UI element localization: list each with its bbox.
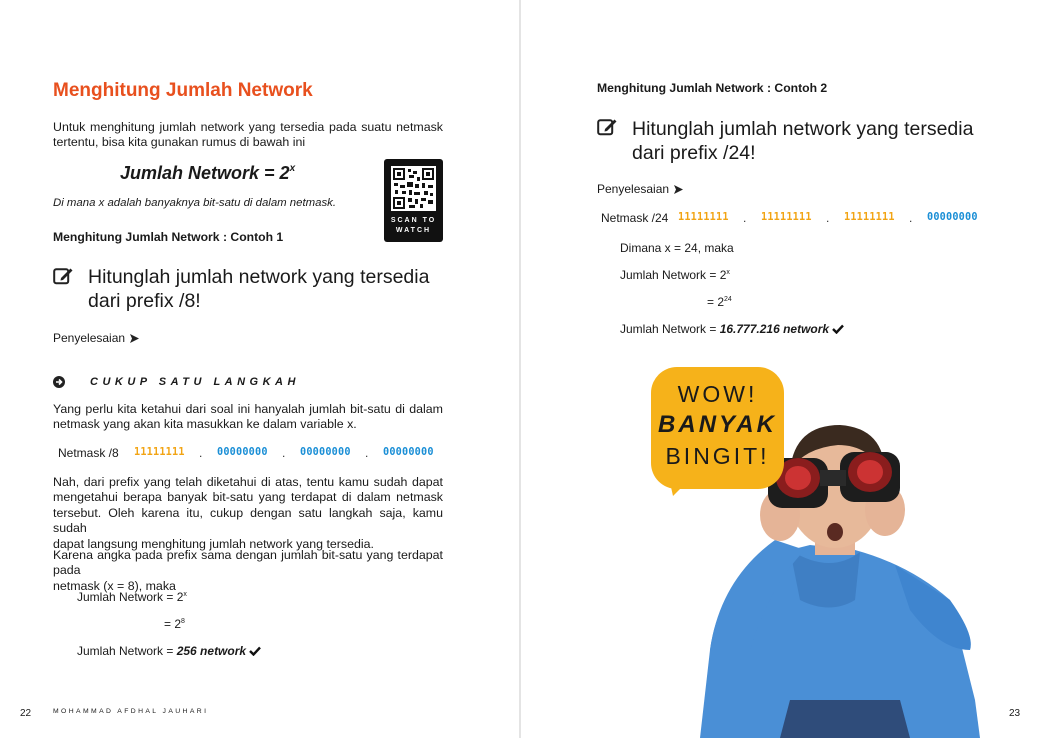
octet-4: 00000000 xyxy=(383,447,434,458)
question xyxy=(632,117,973,165)
octet-1: 11111111 xyxy=(134,447,185,458)
question-line: Hitunglah jumlah network yang tersedia xyxy=(632,118,974,140)
question xyxy=(88,265,429,313)
paragraph-2 xyxy=(53,475,443,552)
where-line: Dimana x = 24, maka xyxy=(620,241,734,255)
octet-separator: . xyxy=(909,211,913,225)
paragraph-line: Yang perlu kita ketahui dari soal ini hanyalah jumlah bit-satu di dalam xyxy=(53,402,443,416)
octet-separator: . xyxy=(743,211,747,225)
calc-exponent: 8 xyxy=(181,618,185,625)
netmask-label: Netmask /24 xyxy=(601,211,669,225)
octet-1: 11111111 xyxy=(678,212,729,223)
bubble-line-1: WOW! xyxy=(677,381,758,407)
formula-text: Jumlah Network = 2 xyxy=(120,163,290,183)
octet-3: 00000000 xyxy=(300,447,351,458)
question-line: dari prefix /8! xyxy=(88,290,201,312)
solution-label xyxy=(53,331,139,345)
qr-code-icon xyxy=(391,166,436,211)
check-icon xyxy=(249,646,261,656)
result-value: 16.777.216 network xyxy=(719,322,830,336)
octet-2: 00000000 xyxy=(217,447,268,458)
calc-text: = 2 xyxy=(707,295,725,309)
calc-text: Jumlah Network = 2 xyxy=(620,268,727,282)
bubble-line-2: BANYAK xyxy=(658,411,777,438)
paragraph-line: netmask (x = 8), maka xyxy=(53,578,176,593)
result-prefix: Jumlah Network = xyxy=(77,644,177,658)
octet-separator: . xyxy=(199,446,203,460)
circle-arrow-icon xyxy=(53,376,65,388)
step-label: CUKUP SATU LANGKAH xyxy=(90,376,300,388)
qr-label: WATCH xyxy=(395,227,432,234)
calc-line-2 xyxy=(707,295,732,309)
formula xyxy=(120,163,295,184)
paragraph-line: Nah, dari prefix yang telah diketahui di atas, tentu kamu sudah dapat xyxy=(53,475,443,489)
author-name: MOHAMMAD AFDHAL JAUHARI xyxy=(53,708,209,715)
calc-text: = 2 xyxy=(164,617,182,631)
result-line xyxy=(620,322,844,336)
solution-label xyxy=(597,182,683,196)
paragraph-line: tersebut. Oleh karena itu, cukup dengan satu langkah saja, kamu sudah xyxy=(53,505,443,536)
calc-text: Jumlah Network = 2 xyxy=(77,590,184,604)
paragraph-1 xyxy=(53,402,443,433)
paragraph-3 xyxy=(53,548,443,594)
intro-line: Untuk menghitung jumlah network yang tersedia pada suatu netmask xyxy=(53,120,443,134)
octet-separator: . xyxy=(365,446,369,460)
solution-text: Penyelesaian xyxy=(597,182,670,196)
octet-3: 11111111 xyxy=(844,212,895,223)
result-value: 256 network xyxy=(176,644,247,658)
speech-bubble-tail xyxy=(669,478,691,496)
example-heading: Menghitung Jumlah Network : Contoh 2 xyxy=(597,81,828,95)
calc-line-1 xyxy=(77,590,187,604)
formula-note: Di mana x adalah banyaknya bit-satu di dalam netmask. xyxy=(53,197,337,209)
example-heading: Menghitung Jumlah Network : Contoh 1 xyxy=(53,230,284,244)
octet-separator: . xyxy=(282,446,286,460)
arrow-right-icon xyxy=(130,334,139,343)
calc-exponent: 24 xyxy=(724,296,732,303)
page-number: 23 xyxy=(1009,708,1021,719)
paragraph-line: Karena angka pada prefix sama dengan jumlah bit-satu yang terdapat pada xyxy=(53,548,443,578)
question-line: dari prefix /24! xyxy=(632,142,756,164)
page-title: Menghitung Jumlah Network xyxy=(53,80,313,101)
formula-exponent: x xyxy=(289,163,296,174)
netmask-label: Netmask /8 xyxy=(58,446,119,460)
octet-2: 11111111 xyxy=(761,212,812,223)
calc-line-1 xyxy=(620,268,730,282)
solution-text: Penyelesaian xyxy=(53,331,126,345)
octet-separator: . xyxy=(826,211,830,225)
intro-line: tertentu, bisa kita gunakan rumus di bawah ini xyxy=(53,135,306,150)
paragraph-line: netmask yang akan kita masukkan ke dalam variable x. xyxy=(53,417,357,432)
edit-icon xyxy=(597,117,618,137)
paragraph-line: dapat langsung menghitung jumlah network yang tersedia. xyxy=(53,536,374,551)
octet-4: 00000000 xyxy=(927,212,978,223)
paragraph-line: mengetahui berapa banyak bit-satu yang terdapat di dalam netmask xyxy=(53,490,443,505)
result-prefix: Jumlah Network = xyxy=(620,322,720,336)
edit-icon xyxy=(53,266,74,286)
calc-exponent: x xyxy=(726,269,730,276)
bubble-line-3: BINGIT! xyxy=(665,443,770,469)
qr-code[interactable] xyxy=(384,159,443,242)
qr-label: SCAN TO xyxy=(390,217,437,224)
calc-exponent: x xyxy=(183,591,187,598)
result-line xyxy=(77,644,261,658)
check-icon xyxy=(832,324,844,334)
question-line: Hitunglah jumlah network yang tersedia xyxy=(88,266,430,288)
intro-paragraph xyxy=(53,120,443,151)
arrow-right-icon xyxy=(674,185,683,194)
calc-line-2 xyxy=(164,617,185,631)
page-number: 22 xyxy=(20,708,32,719)
